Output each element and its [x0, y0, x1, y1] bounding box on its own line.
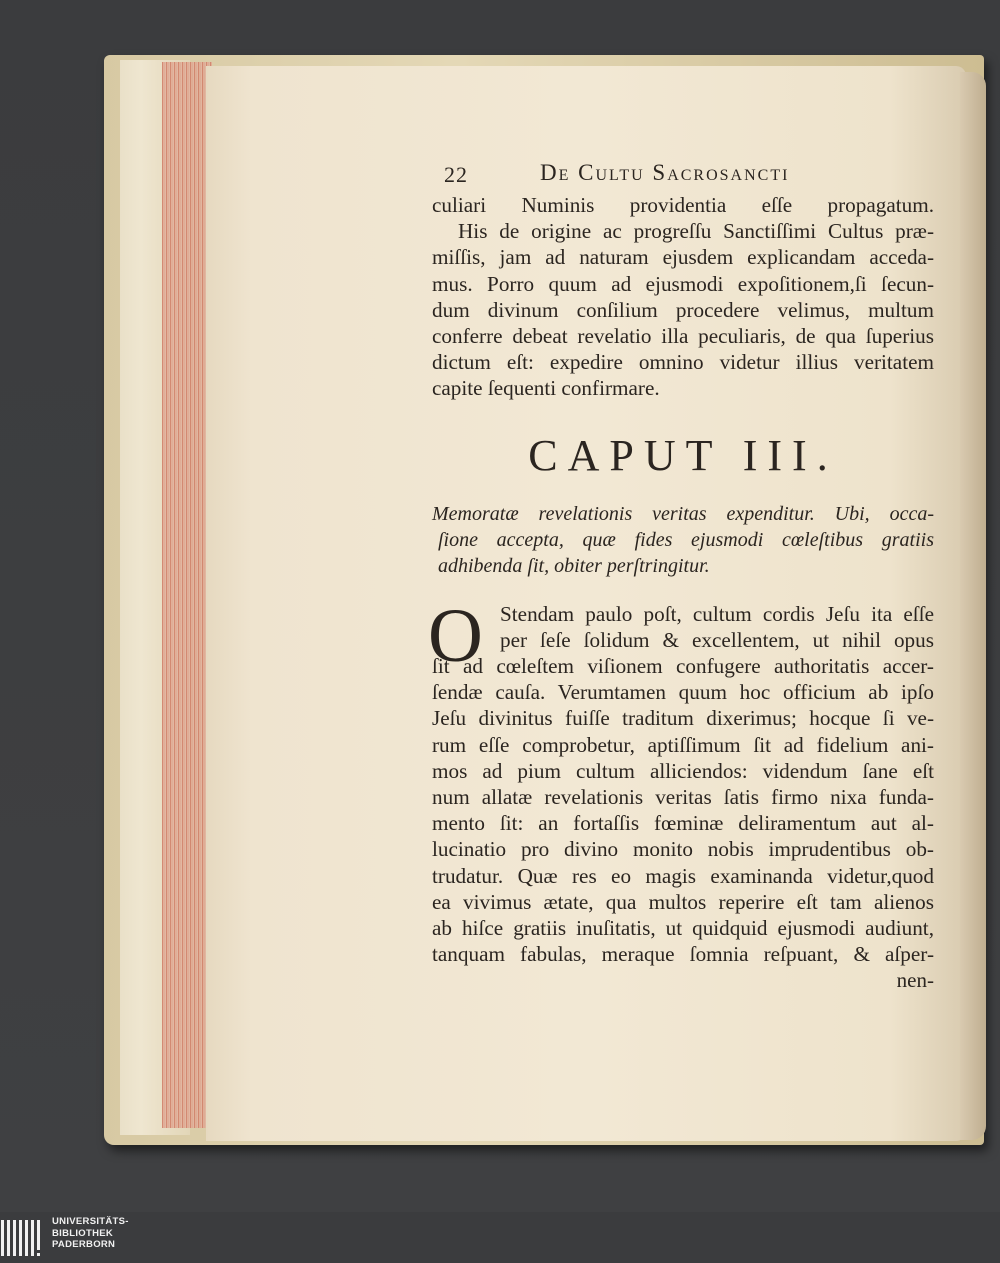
text-line: miſſis, jam ad naturam ejusdem explicandam acceda- [432, 245, 934, 270]
text-line: conferre debeat revelatio illa peculiaris, de qua ſuperius [432, 324, 934, 349]
text-line: dictum eſt: expedire omnino videtur illius veritatem [432, 350, 934, 375]
text-line: rum eſſe comprobetur, aptiſſimum ſit ad fidelium ani- [432, 732, 934, 757]
text-line: mus. Porro quum ad ejusmodi expoſitionem,ſi ſecun- [432, 271, 934, 296]
text-line: mos ad pium cultum alliciendos: videndum ſane eſt [432, 758, 934, 783]
text-line: Stendam paulo poſt, cultum cordis Jeſu ita eſſe [500, 601, 934, 626]
summary-line: ſione accepta, quæ fides ejusmodi cœleſtibus gratiis [438, 528, 934, 551]
page-text [428, 158, 934, 993]
text-line: ſit ad cœleſtem viſionem confugere authoritatis accer- [432, 654, 934, 679]
text-line: Jeſu divinitus fuiſſe traditum dixerimus; hocque ſi ve- [432, 706, 934, 731]
text-line: culiari Numinis providentia eſſe propagatum. [432, 193, 934, 217]
library-logo-text [52, 1216, 129, 1251]
running-head: De Cultu Sacrosancti [540, 160, 790, 185]
drop-cap: O [428, 593, 483, 678]
logo-line: PADERBORN [52, 1239, 116, 1250]
text-line: tanquam fabulas, meraque ſomnia reſpuant, & aſper- [432, 942, 934, 967]
text-line: mento ſit: an fortaſſis fœminæ deliramentum aut al- [432, 811, 934, 836]
body-paragraph [428, 593, 934, 994]
summary-line: adhibenda ſit, obiter perſtringitur. [438, 554, 710, 577]
page-header [432, 158, 934, 192]
chapter-title: CAPUT III. [528, 430, 838, 480]
library-footer [0, 1212, 1000, 1263]
text-line: dum divinum conſilium procedere velimus, multum [432, 297, 934, 322]
text-line: ea vivimus ætate, qua multos reperire eſt tam alienos [432, 889, 934, 914]
catchword: nen- [896, 968, 934, 993]
text-line: trudatur. Quæ res eo magis examinanda videtur,quod [432, 863, 934, 888]
page-number: 22 [444, 162, 468, 187]
logo-line: UNIVERSITÄTS- [52, 1216, 129, 1227]
library-logo-icon [0, 1216, 44, 1260]
page-curl [960, 72, 986, 1140]
logo-line: BIBLIOTHEK [52, 1227, 114, 1239]
text-line: capite ſequenti confirmare. [432, 376, 660, 401]
text-line: lucinatio pro divino monito nobis imprudentibus ob- [432, 837, 934, 862]
red-page-edges [162, 62, 212, 1128]
chapter-summary [432, 501, 934, 579]
text-line: per ſeſe ſolidum & excellentem, ut nihil opus [500, 627, 934, 652]
intro-paragraph [432, 192, 934, 402]
text-line: num allatæ revelationis veritas ſatis firmo nixa funda- [432, 785, 934, 810]
text-line: His de origine ac progreſſu Sanctiſſimi Cultus præ- [458, 219, 934, 244]
text-line: ſendæ cauſa. Verumtamen quum hoc officium ab ipſo [432, 680, 934, 705]
summary-line: Memoratæ revelationis veritas expenditur. Ubi, occa- [432, 502, 934, 525]
text-line: ab hiſce gratiis inuſitatis, ut quidquid ejusmodi audiunt, [432, 916, 934, 941]
